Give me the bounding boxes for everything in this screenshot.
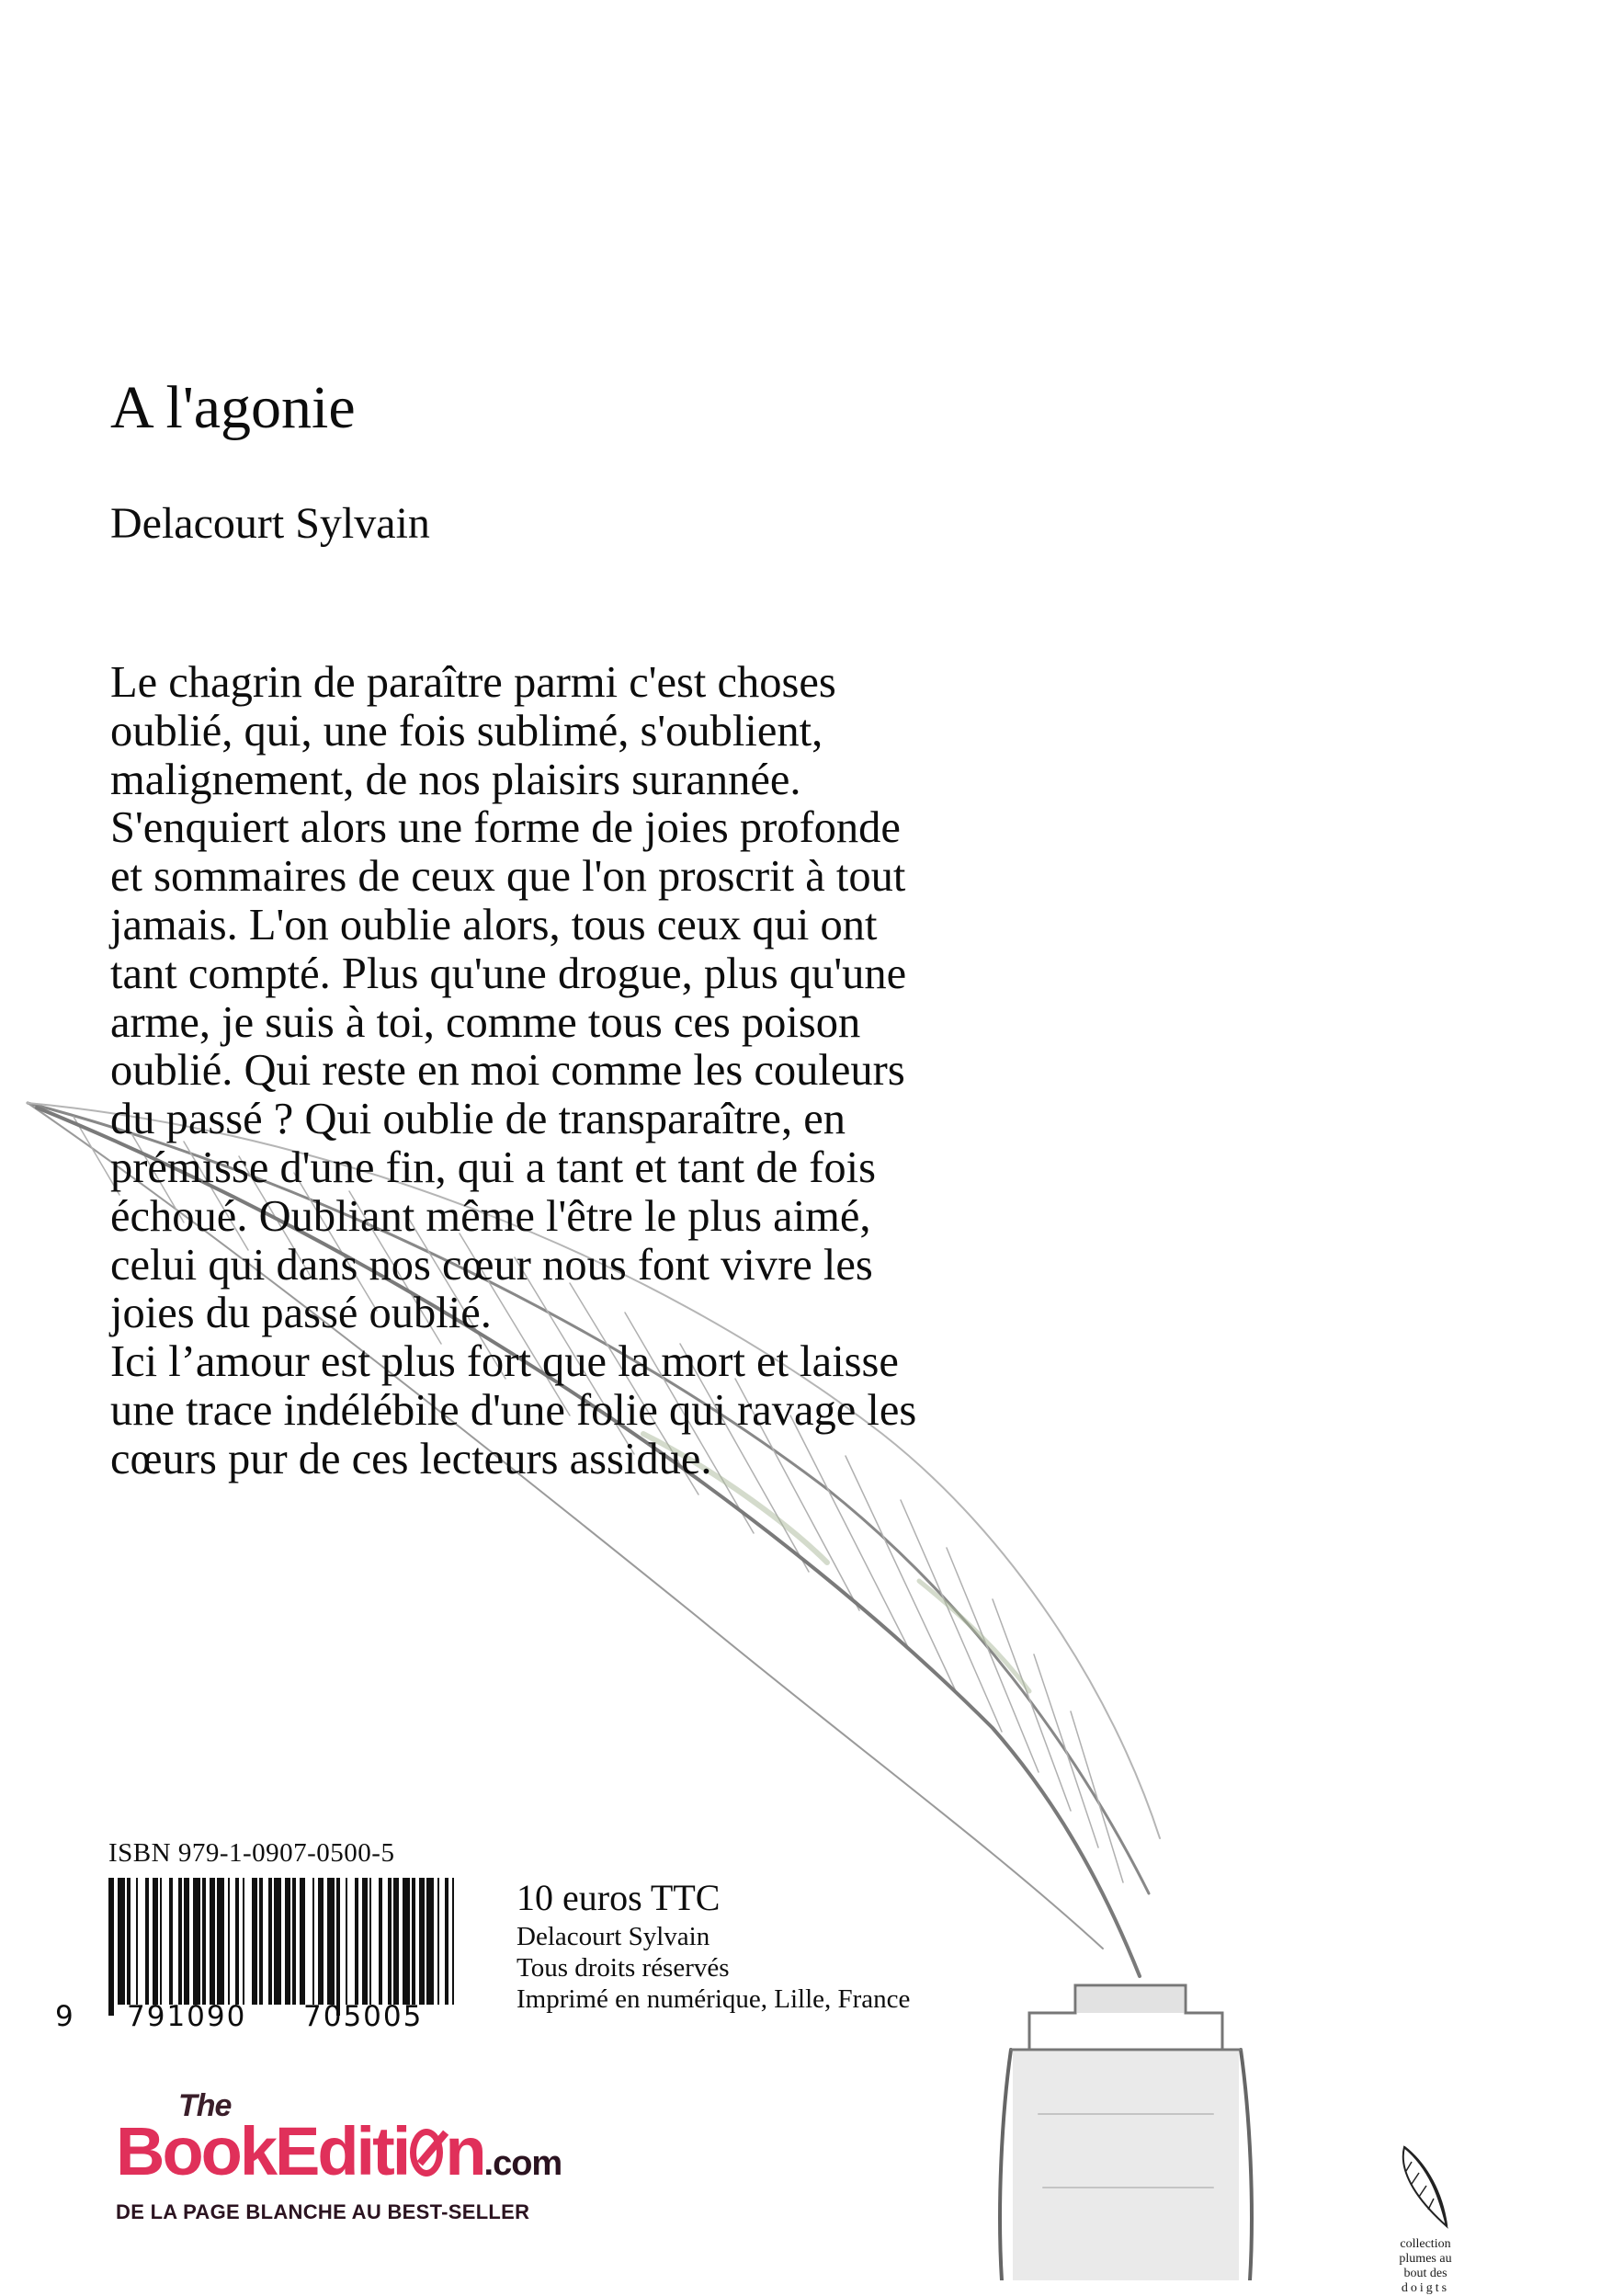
barcode-bar bbox=[153, 1878, 158, 2005]
barcode-bar bbox=[379, 1878, 382, 2005]
barcode-bar bbox=[160, 1878, 162, 2005]
info-author: Delacourt Sylvain bbox=[517, 1922, 710, 1951]
collection-text-line: plumes au bbox=[1399, 2252, 1452, 2266]
barcode-bar bbox=[412, 1878, 415, 2005]
blurb-line: du passé ? Qui oublie de transparaître, en bbox=[110, 1095, 846, 1144]
blurb-line: et sommaires de ceux que l'on proscrit à tout bbox=[110, 852, 906, 902]
barcode-bar bbox=[108, 1878, 114, 2016]
barcode-bar bbox=[268, 1878, 272, 2005]
barcode-digit-group: 9 bbox=[55, 2000, 74, 2033]
publisher-logo bbox=[116, 2088, 686, 2235]
barcode-bar bbox=[336, 1878, 340, 2016]
barcode-bar bbox=[369, 1878, 371, 2005]
collection-text-line: collection bbox=[1400, 2237, 1451, 2251]
barcode-bar bbox=[259, 1878, 263, 2005]
blurb-line: joies du passé oublié. bbox=[110, 1289, 492, 1338]
barcode-bar bbox=[355, 1878, 358, 2005]
blurb-line: malignement, de nos plaisirs surannée. bbox=[110, 755, 801, 804]
barcode-bar bbox=[292, 1878, 296, 2005]
blurb-line: oublié. Qui reste en moi comme les couleurs bbox=[110, 1046, 905, 1096]
blurb-line: Ici l’amour est plus fort que la mort et laisse bbox=[110, 1337, 899, 1387]
price: 10 euros TTC bbox=[517, 1877, 721, 1918]
barcode-bar bbox=[210, 1878, 215, 2005]
info-print: Imprimé en numérique, Lille, France bbox=[517, 1984, 911, 2014]
book-author: Delacourt Sylvain bbox=[110, 499, 430, 548]
barcode-bar bbox=[403, 1878, 410, 2005]
barcode-bar bbox=[285, 1878, 290, 2005]
barcode-digits bbox=[55, 2000, 460, 2040]
barcode-bar bbox=[437, 1878, 439, 2005]
barcode-bar bbox=[202, 1878, 206, 2005]
barcode-bar bbox=[312, 1878, 314, 2005]
blurb-line: arme, je suis à toi, comme tous ces poison bbox=[110, 997, 861, 1047]
barcode-bar bbox=[393, 1878, 399, 2005]
barcode-digit-group: 705005 bbox=[303, 2000, 424, 2033]
logo-wordmark bbox=[116, 2112, 562, 2190]
info-rights: Tous droits réservés bbox=[517, 1953, 730, 1983]
barcode-bar bbox=[419, 1878, 425, 2005]
logo-name-part: BookEditi bbox=[116, 2113, 409, 2189]
logo-dotcom: .com bbox=[483, 2144, 562, 2183]
blurb-line: S'enquiert alors une forme de joies profonde bbox=[110, 803, 901, 853]
blurb-line: jamais. L'on oublie alors, tous ceux qui ont bbox=[110, 900, 878, 949]
barcode-bar bbox=[169, 1878, 173, 2005]
barcode-bar bbox=[300, 1878, 305, 2005]
blurb-line: celui qui dans nos cœur nous font vivre les bbox=[110, 1240, 873, 1290]
blurb-line: tant compté. Plus qu'une drogue, plus qu'une bbox=[110, 949, 907, 998]
barcode-bar bbox=[445, 1878, 448, 2005]
barcode-bar bbox=[327, 1878, 335, 2005]
barcode-bar bbox=[136, 1878, 138, 2005]
barcode-bar bbox=[127, 1878, 131, 2005]
blurb-line: échoué. Oubliant même l'être le plus aimé, bbox=[110, 1191, 871, 1241]
barcode-bar bbox=[362, 1878, 368, 2005]
barcode-bar bbox=[145, 1878, 149, 2005]
barcode-bar bbox=[235, 1878, 239, 2005]
blurb-line: prémisse d'une fin, qui a tant et tant de fois bbox=[110, 1142, 877, 1192]
price-info-block bbox=[517, 1875, 910, 2015]
book-title: A l'agonie bbox=[110, 374, 356, 441]
logo-name-part: n bbox=[445, 2113, 484, 2189]
collection-emblem bbox=[1375, 2142, 1476, 2296]
barcode-bar bbox=[118, 1878, 125, 2005]
barcode-digit-group: 791090 bbox=[127, 2000, 247, 2033]
back-cover-blurb bbox=[110, 659, 1204, 1484]
barcode-bar bbox=[252, 1878, 257, 2005]
barcode-bar bbox=[346, 1878, 347, 2005]
barcode-bar bbox=[274, 1878, 281, 2005]
barcode-bar bbox=[426, 1878, 434, 2005]
collection-text-line: bout des bbox=[1403, 2267, 1447, 2280]
barcode-bar bbox=[178, 1878, 182, 2005]
barcode-bar bbox=[184, 1878, 189, 2005]
barcode-bar bbox=[193, 1878, 200, 2005]
logo-feather-o-icon bbox=[410, 2129, 443, 2177]
blurb-line: Le chagrin de paraître parmi c'est choses bbox=[110, 658, 836, 707]
blurb-line: une trace indélébile d'une folie qui ravage les bbox=[110, 1385, 917, 1435]
barcode bbox=[108, 1878, 454, 2016]
barcode-bar bbox=[243, 1878, 244, 2005]
blurb-line: oublié, qui, une fois sublimé, s'oublient, bbox=[110, 706, 823, 756]
barcode-bar bbox=[388, 1878, 392, 2005]
barcode-bar bbox=[318, 1878, 324, 2005]
blurb-line: cœurs pur de ces lecteurs assidue. bbox=[110, 1434, 712, 1483]
barcode-bar bbox=[452, 1878, 454, 2005]
collection-text-line: doigts bbox=[1401, 2281, 1450, 2295]
logo-the: The bbox=[178, 2088, 232, 2123]
feather-icon bbox=[1393, 2142, 1458, 2233]
barcode-bar bbox=[217, 1878, 224, 2005]
barcode-bar bbox=[228, 1878, 230, 2005]
isbn-label: ISBN 979-1-0907-0500-5 bbox=[108, 1838, 395, 1868]
logo-tagline: DE LA PAGE BLANCHE AU BEST-SELLER bbox=[116, 2200, 530, 2223]
